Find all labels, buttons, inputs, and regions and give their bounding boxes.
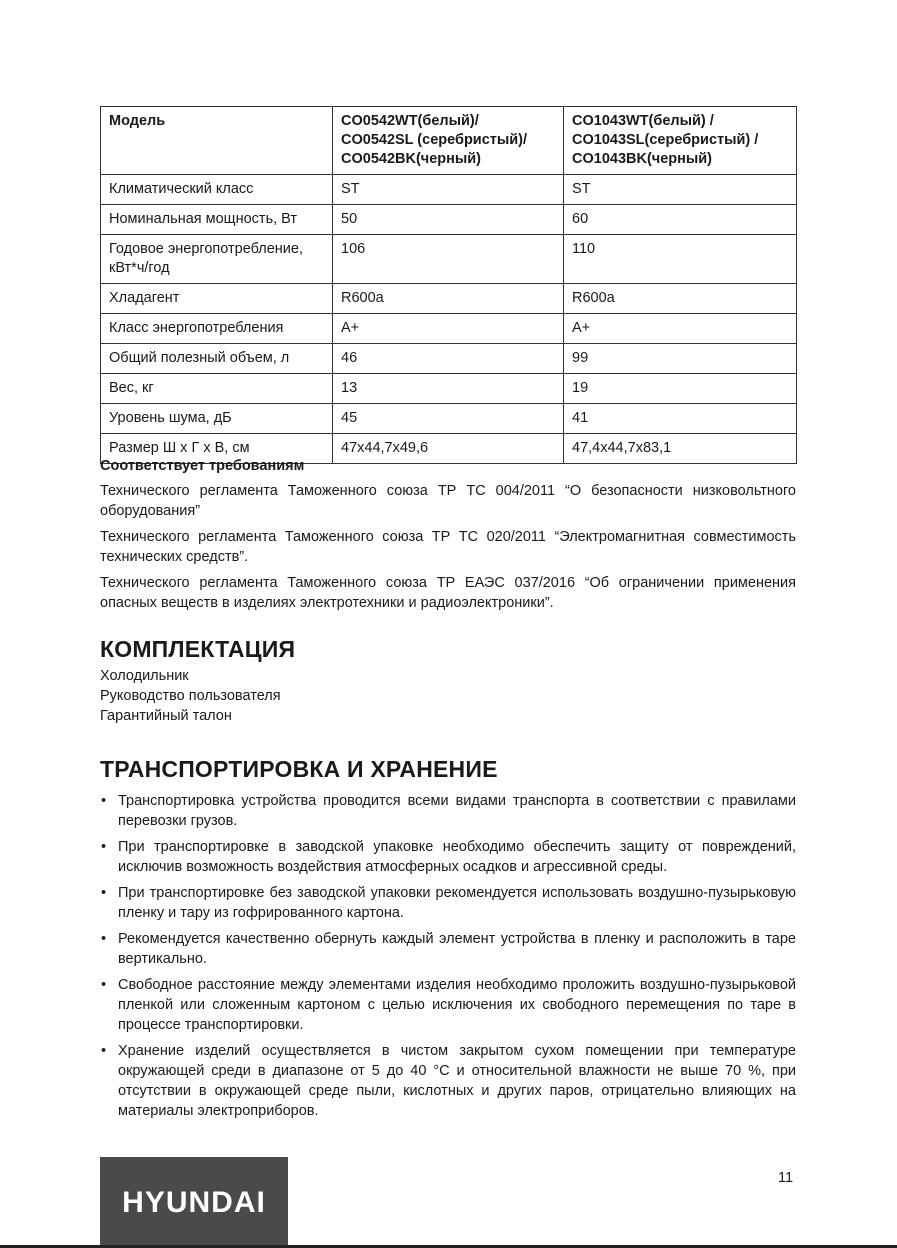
row-label: Класс энергопотребления — [101, 314, 333, 344]
list-item: Гарантийный талон — [100, 708, 232, 724]
list-item: Руководство пользователя — [100, 688, 281, 704]
table-row — [101, 374, 797, 404]
list-item-text: При транспортировке без заводской упаковки рекомендуется использовать воздушно-пузырьковую пленку и тару из гофрированного картона. — [118, 885, 796, 921]
logo-text: HYUNDAI — [122, 1185, 266, 1219]
bullet-icon: • — [101, 839, 107, 855]
row-label: Вес, кг — [101, 374, 333, 404]
row-label: Уровень шума, дБ — [101, 404, 333, 434]
row-label: Размер Ш х Г х В, см — [101, 434, 333, 464]
table-row — [101, 314, 797, 344]
row-value-model-1: 13 — [333, 374, 564, 404]
list-item — [100, 883, 796, 923]
row-value-model-2: 99 — [564, 344, 797, 374]
header-model-2-line: CO1043SL(серебристый) / — [572, 132, 759, 148]
table-row — [101, 235, 797, 284]
list-item: Холодильник — [100, 668, 189, 684]
list-item — [100, 791, 796, 831]
list-item-text: При транспортировке в заводской упаковке необходимо обеспечить защиту от повреждений, исключив возможность воздействия атмосферных осадков и агрессивной среды. — [118, 839, 796, 875]
list-item — [100, 929, 796, 969]
row-value-model-2: 41 — [564, 404, 797, 434]
header-model-2-line: CO1043WT(белый) / — [572, 113, 714, 129]
row-value-model-1: 46 — [333, 344, 564, 374]
table-row — [101, 175, 797, 205]
header-model-1-line: CO0542BK(черный) — [341, 151, 482, 167]
bullet-icon: • — [101, 793, 107, 809]
bullet-icon: • — [101, 931, 107, 947]
row-value-model-2: 110 — [564, 235, 797, 284]
list-item — [100, 975, 796, 1035]
table-row — [101, 344, 797, 374]
row-value-model-1: ST — [333, 175, 564, 205]
row-value-model-1: A+ — [333, 314, 564, 344]
list-item-text: Свободное расстояние между элементами изделия необходимо проложить воздушно-пузырьковой пленкой или сложенным картоном с целью исключения их свободного перемещения по таре в процессе транспортировки. — [118, 977, 796, 1033]
list-item — [100, 837, 796, 877]
row-value-model-1: R600a — [333, 284, 564, 314]
list-item-text: Транспортировка устройства проводится всеми видами транспорта в соответствии с правилами перевозки грузов. — [118, 793, 796, 829]
row-value-model-2: 60 — [564, 205, 797, 235]
header-model-1-line: CO0542SL (серебристый)/ — [341, 132, 528, 148]
row-label: Годовое энергопотребление, кВт*ч/год — [101, 235, 333, 284]
transport-list — [100, 791, 796, 1127]
row-value-model-1: 47x44,7x49,6 — [333, 434, 564, 464]
list-item-text: Рекомендуется качественно обернуть каждый элемент устройства в пленку и расположить в таре вертикально. — [118, 931, 796, 967]
row-value-model-2: 47,4x44,7x83,1 — [564, 434, 797, 464]
bullet-icon: • — [101, 1043, 107, 1059]
header-model-1-line: CO0542WT(белый)/ — [341, 113, 479, 129]
kit-list — [100, 666, 281, 726]
header-label: Модель — [101, 107, 333, 175]
row-value-model-2: A+ — [564, 314, 797, 344]
table-row — [101, 404, 797, 434]
kit-section-title: КОМПЛЕКТАЦИЯ — [100, 636, 296, 662]
header-model-2-line: CO1043BK(черный) — [572, 151, 713, 167]
transport-section-title: ТРАНСПОРТИРОВКА И ХРАНЕНИЕ — [100, 756, 498, 782]
compliance-section — [100, 456, 796, 619]
spec-table-header — [101, 107, 797, 175]
row-value-model-1: 50 — [333, 205, 564, 235]
compliance-paragraph: Технического регламента Таможенного союза ТР ТС 020/2011 “Электромагнитная совместимость технических средств”. — [100, 529, 796, 565]
page-number: 11 — [778, 1170, 794, 1186]
list-item — [100, 1041, 796, 1121]
row-value-model-2: ST — [564, 175, 797, 205]
compliance-title: Соответствует требованиям — [100, 458, 305, 474]
row-value-model-2: R600a — [564, 284, 797, 314]
header-model-2 — [564, 107, 797, 175]
header-model-1 — [333, 107, 564, 175]
bullet-icon: • — [101, 885, 107, 901]
row-value-model-1: 106 — [333, 235, 564, 284]
row-value-model-2: 19 — [564, 374, 797, 404]
row-label: Номинальная мощность, Вт — [101, 205, 333, 235]
row-label: Климатический класс — [101, 175, 333, 205]
list-item-text: Хранение изделий осуществляется в чистом закрытом сухом помещении при температуре окружающей среди в диапазоне от 5 до 40 °С и относительной влажности не выше 70 %, при отсутствии в окружающей среде пыли, кислотных и других паров, отрицательно влияющих на материалы электроприборов. — [118, 1043, 796, 1119]
compliance-paragraph: Технического регламента Таможенного союза ТР ЕАЭС 037/2016 “Об ограничении применения опасных веществ в изделиях электротехники и радиоэлектроники”. — [100, 575, 796, 611]
hyundai-logo — [100, 1157, 288, 1248]
bullet-icon: • — [101, 977, 107, 993]
table-row — [101, 205, 797, 235]
row-value-model-1: 45 — [333, 404, 564, 434]
table-row — [101, 284, 797, 314]
row-label: Хладагент — [101, 284, 333, 314]
row-label: Общий полезный объем, л — [101, 344, 333, 374]
spec-table — [100, 106, 797, 464]
compliance-paragraph: Технического регламента Таможенного союза ТР ТС 004/2011 “О безопасности низковольтного оборудования” — [100, 483, 796, 519]
